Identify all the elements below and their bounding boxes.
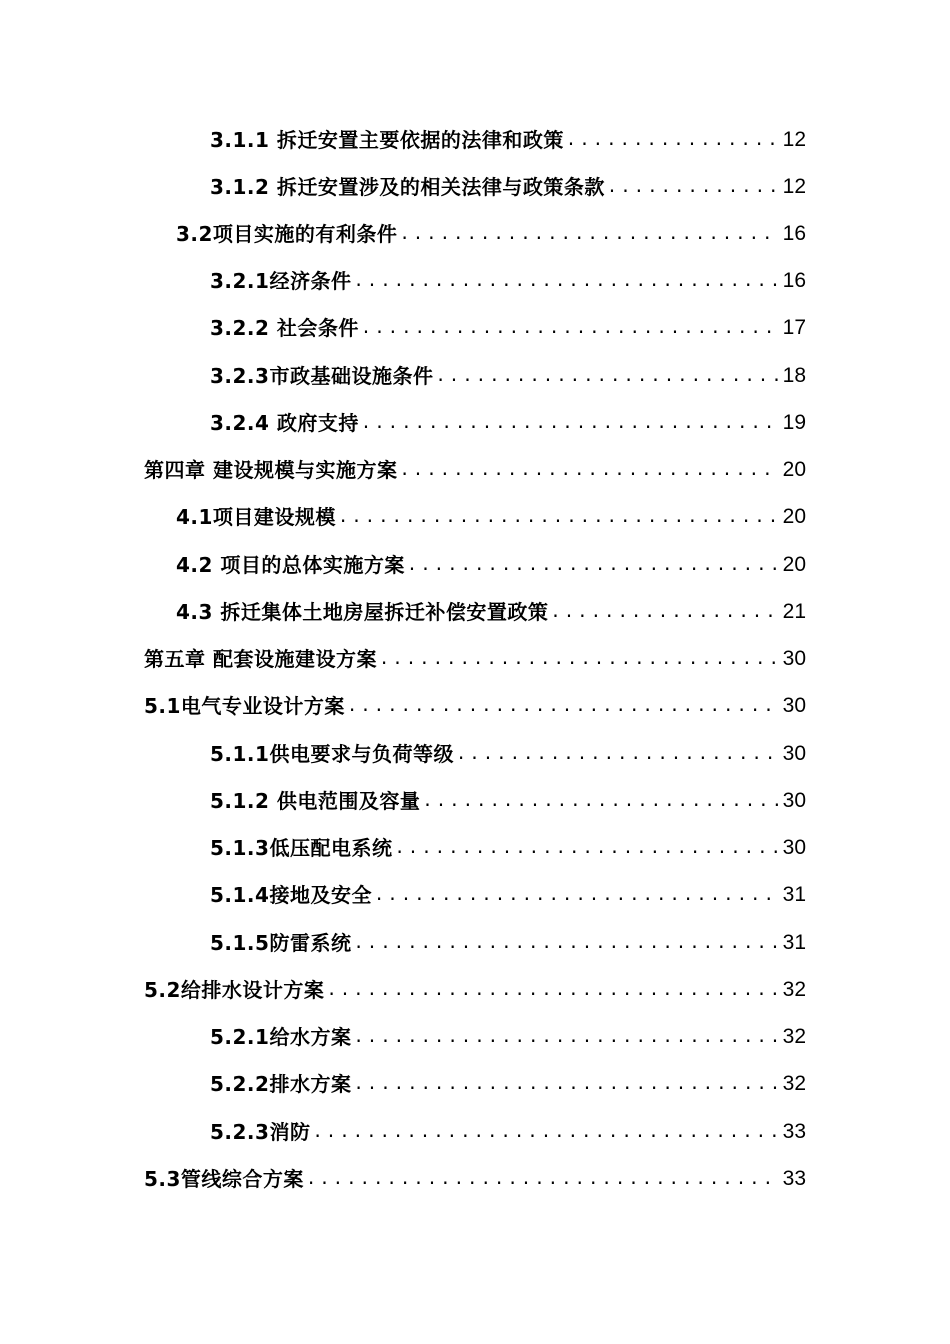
toc-entry-page: 30	[782, 789, 806, 812]
toc-entry-title: 3.2.3市政基础设施条件	[210, 364, 434, 388]
toc-entry-page: 12	[782, 175, 806, 198]
toc-entry[interactable]	[210, 308, 806, 340]
toc-entry-page: 33	[782, 1120, 806, 1143]
dot-leader	[397, 222, 778, 246]
toc-entry[interactable]	[210, 167, 806, 199]
dot-leader	[351, 931, 778, 955]
toc-entry-page: 31	[782, 931, 806, 954]
toc-entry-title: 第五章 配套设施建设方案	[144, 647, 377, 671]
dot-leader	[345, 694, 779, 718]
toc-entry-title: 5.1.5防雷系统	[210, 931, 352, 955]
toc-entry-page: 31	[782, 883, 806, 906]
toc-entry[interactable]	[210, 828, 806, 860]
toc-entry[interactable]	[210, 734, 806, 766]
toc-entry-page: 30	[782, 742, 806, 765]
toc-entry-title: 3.2项目实施的有利条件	[176, 222, 398, 246]
dot-leader	[397, 458, 778, 482]
toc-entry-page: 16	[782, 269, 806, 292]
toc-entry[interactable]	[176, 214, 806, 246]
dot-leader	[351, 269, 778, 293]
toc-entry-page: 20	[782, 458, 806, 481]
toc-entry-page: 19	[782, 411, 806, 434]
toc-entry-title: 5.1.3低压配电系统	[210, 836, 393, 860]
toc-entry-title: 4.1项目建设规模	[176, 505, 336, 529]
toc-entry-title: 4.2 项目的总体实施方案	[176, 553, 405, 577]
dot-leader	[324, 978, 778, 1002]
toc-entry[interactable]	[210, 1017, 806, 1049]
dot-leader	[310, 1120, 778, 1144]
dot-leader	[336, 505, 779, 529]
toc-entry-page: 32	[782, 978, 806, 1001]
toc-entry-title: 5.1.4接地及安全	[210, 883, 372, 907]
toc-entry[interactable]	[210, 923, 806, 955]
toc-entry-page: 32	[782, 1025, 806, 1048]
toc-entry-page: 12	[782, 128, 806, 151]
toc-entry-page: 20	[782, 553, 806, 576]
dot-leader	[359, 316, 779, 340]
dot-leader	[405, 553, 779, 577]
toc-entry-page: 30	[782, 694, 806, 717]
toc-entry-page: 32	[782, 1072, 806, 1095]
toc-entry-title: 5.2.1给水方案	[210, 1025, 352, 1049]
dot-leader	[433, 364, 778, 388]
toc-entry[interactable]	[144, 1159, 806, 1191]
toc-entry[interactable]	[176, 545, 806, 577]
toc-entry-title: 第四章 建设规模与实施方案	[144, 458, 398, 482]
toc-entry-page: 16	[782, 222, 806, 245]
toc-entry-title: 5.2.2排水方案	[210, 1072, 352, 1096]
toc-entry-page: 20	[782, 505, 806, 528]
dot-leader	[454, 742, 779, 766]
toc-entry[interactable]	[210, 875, 806, 907]
toc-entry-chapter[interactable]	[144, 639, 806, 671]
dot-leader	[420, 789, 778, 813]
toc-entry-title: 5.1电气专业设计方案	[144, 694, 345, 718]
toc-entry[interactable]	[210, 1064, 806, 1096]
dot-leader	[351, 1072, 778, 1096]
toc-entry[interactable]	[144, 970, 806, 1002]
toc-entry-title: 5.2给排水设计方案	[144, 978, 325, 1002]
dot-leader	[564, 128, 779, 152]
toc-entry-title: 3.1.2 拆迁安置涉及的相关法律与政策条款	[210, 175, 605, 199]
dot-leader	[304, 1167, 779, 1191]
dot-leader	[372, 883, 779, 907]
toc-entry[interactable]	[176, 497, 806, 529]
toc-entry-title: 3.2.2 社会条件	[210, 316, 359, 340]
toc-entry[interactable]	[210, 356, 806, 388]
dot-leader	[605, 175, 779, 199]
toc-entry[interactable]	[144, 686, 806, 718]
toc-entry-title: 5.1.2 供电范围及容量	[210, 789, 421, 813]
toc-entry-chapter[interactable]	[144, 450, 806, 482]
toc-entry-title: 5.2.3消防	[210, 1120, 311, 1144]
dot-leader	[351, 1025, 778, 1049]
toc-entry-title: 3.2.1经济条件	[210, 269, 352, 293]
toc-entry[interactable]	[210, 261, 806, 293]
toc-entry-title: 3.2.4 政府支持	[210, 411, 359, 435]
toc-entry-page: 33	[782, 1167, 806, 1190]
toc-entry-page: 21	[782, 600, 806, 623]
dot-leader	[359, 411, 779, 435]
toc-entry-title: 5.3管线综合方案	[144, 1167, 304, 1191]
toc-entry-page: 30	[782, 836, 806, 859]
toc-entry-page: 30	[782, 647, 806, 670]
dot-leader	[548, 600, 778, 624]
toc-entry[interactable]	[210, 403, 806, 435]
toc-entry-title: 3.1.1 拆迁安置主要依据的法律和政策	[210, 128, 564, 152]
toc-entry-page: 17	[782, 316, 806, 339]
toc-entry-title: 4.3 拆迁集体土地房屋拆迁补偿安置政策	[176, 600, 549, 624]
toc-entry-title: 5.1.1供电要求与负荷等级	[210, 742, 454, 766]
toc-entry[interactable]	[210, 120, 806, 152]
toc-entry[interactable]	[210, 781, 806, 813]
dot-leader	[392, 836, 778, 860]
toc-entry[interactable]	[210, 1112, 806, 1144]
dot-leader	[377, 647, 779, 671]
toc-entry-page: 18	[782, 364, 806, 387]
toc-entry[interactable]	[176, 592, 806, 624]
